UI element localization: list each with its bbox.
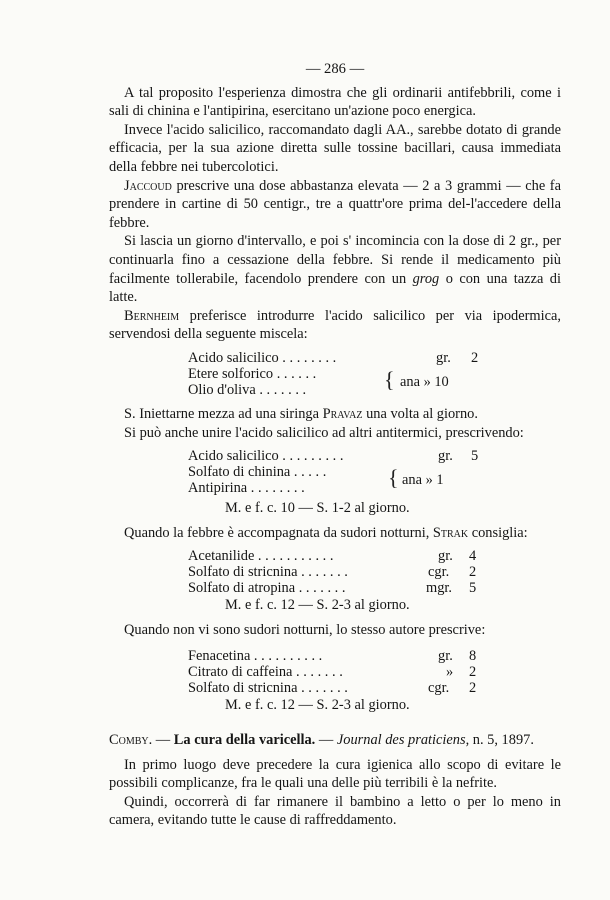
ingredient-unit: gr. xyxy=(436,349,451,366)
paragraph-7: Si può anche unire l'acido salicilico ad altri antitermici, prescrivendo: xyxy=(124,424,524,441)
ingredient-name: Acido salicilico . . . . . . . . xyxy=(188,349,337,366)
page-text xyxy=(109,60,561,830)
ingredient-name: Citrato di caffeina . . . . . . . xyxy=(188,664,343,681)
recipe-3 xyxy=(188,547,561,615)
paragraph-8-text-a: Quando la febbre è accompagnata da sudori notturni, xyxy=(124,524,433,541)
paragraph-6-text-b: una volta al giorno. xyxy=(362,405,478,422)
ingredient-qty: 8 xyxy=(469,648,477,665)
ingredient-unit: gr. xyxy=(438,548,453,565)
ingredient-unit: gr. xyxy=(438,648,453,665)
author-strak: Strak xyxy=(432,524,469,541)
dosage-instruction: M. e f. c. 10 — S. 1-2 al giorno. xyxy=(225,500,410,517)
section-gap xyxy=(109,721,561,731)
ingredient-unit: » xyxy=(446,664,454,681)
page-number: — 286 — xyxy=(305,61,365,77)
ingredient-unit: cgr. xyxy=(428,564,450,581)
paragraph-1: A tal proposito l'esperienza dimostra che gli ordinarii antifebbrili, come i sali di chinina e l'antipirina, esercitano un'azione poco energica. xyxy=(109,84,561,120)
journal-reference: , n. 5, 1897. xyxy=(465,732,534,749)
recipe-row xyxy=(188,547,561,563)
dosage-instruction: M. e f. c. 12 — S. 2-3 al giorno. xyxy=(225,597,410,614)
ingredient-qty: 5 xyxy=(471,448,479,465)
brace-symbol: { xyxy=(388,465,399,491)
ingredient-name: Acido salicilico . . . . . . . . . xyxy=(188,448,344,465)
author-pravaz: Pravaz xyxy=(322,405,363,422)
paragraph-8-text-b: consiglia: xyxy=(468,524,528,541)
ingredient-qty: 2 xyxy=(469,680,477,697)
paragraph-6 xyxy=(109,405,561,424)
ingredient-unit: gr. xyxy=(438,448,453,465)
paragraph-3-text: prescrive una dose abbastanza elevata — 2 a 3 grammi — che fa prendere in cartine di 50 centigr., tre a quattr'ore prima del-l'accedere della febbre. xyxy=(109,177,561,231)
recipe-row xyxy=(188,579,561,595)
recipe-row xyxy=(188,563,561,579)
ingredient-name: Olio d'oliva . . . . . . . xyxy=(188,381,307,398)
ingredient-qty: 2 xyxy=(471,349,479,366)
ingredient-name: Acetanilide . . . . . . . . . . . xyxy=(188,548,334,565)
grog-term: grog xyxy=(412,270,440,287)
paragraph-3 xyxy=(109,177,561,233)
recipe-4 xyxy=(188,647,561,715)
recipe-row xyxy=(188,349,561,365)
recipe-row xyxy=(188,679,561,695)
author-jaccoud: Jaccoud xyxy=(124,177,172,194)
recipe-group xyxy=(188,463,561,497)
paragraph-10: In primo luogo deve precedere la cura igienica allo scopo di evitare le possibili complicanze, fra le quali una delle più terribili è la nefrite. xyxy=(109,756,561,792)
recipe-1 xyxy=(188,349,561,399)
recipe-row xyxy=(188,663,561,679)
paragraph-5 xyxy=(109,307,561,344)
paragraph-8 xyxy=(109,524,561,543)
paragraph-2: Invece l'acido salicilico, raccomandato dagli AA., sarebbe dotato di grande efficacia, per la sua azione diretta sulle tossine bacillari, causa immediata della febbre nei tubercolotici. xyxy=(109,121,561,175)
paragraph-5-text: preferisce introdurre l'acido salicilico per via ipodermica, servendosi della seguente miscela: xyxy=(109,307,561,343)
journal-name: Journal des praticiens xyxy=(336,732,466,749)
recipe-group xyxy=(188,365,561,399)
ingredient-unit: cgr. xyxy=(428,680,450,697)
recipe-row xyxy=(188,647,561,663)
brace-symbol: { xyxy=(384,366,395,392)
ingredient-name: Antipirina . . . . . . . . xyxy=(188,480,305,497)
ingredient-qty: 5 xyxy=(469,580,477,597)
recipe-row xyxy=(188,479,561,495)
dosage-instruction: M. e f. c. 12 — S. 2-3 al giorno. xyxy=(225,697,410,714)
ingredient-qty: 4 xyxy=(469,548,477,565)
author-bernheim: Bernheim xyxy=(124,307,180,324)
recipe-row xyxy=(188,447,561,463)
paragraph-4 xyxy=(109,232,561,306)
ingredient-name: Fenacetina . . . . . . . . . . xyxy=(188,648,323,665)
ingredient-name: Solfato di atropina . . . . . . . xyxy=(188,580,346,597)
ingredient-qty: 2 xyxy=(469,664,477,681)
article-title: La cura della varicella. xyxy=(173,732,316,749)
paragraph-4-text-b: o con una tazza di latte. xyxy=(109,270,561,306)
article-heading xyxy=(109,731,561,750)
recipe-2 xyxy=(188,447,561,518)
heading-separator: — xyxy=(315,732,337,749)
ingredient-name: Solfato di chinina . . . . . xyxy=(188,464,327,481)
ana-quantity: ana » 1 xyxy=(402,472,444,489)
author-comby: Comby. xyxy=(109,732,153,749)
recipe-row xyxy=(188,381,561,397)
ingredient-qty: 2 xyxy=(469,564,477,581)
paragraph-4-text-a: Si lascia un giorno d'intervallo, e poi s' incomincia con la dose di 2 gr., per continuarla fino a cessazione della febbre. Si rende il medicamento più facilmente tollerabile, facendolo prendere con un xyxy=(109,233,561,287)
recipe-row xyxy=(188,365,561,381)
ingredient-name: Etere solforico . . . . . . xyxy=(188,365,317,382)
ingredient-unit: mgr. xyxy=(426,580,452,597)
ana-quantity: ana » 10 xyxy=(400,373,449,390)
paragraph-11: Quindi, occorrerà di far rimanere il bambino a letto o per lo meno in camera, evitando tutte le cause di raffreddamento. xyxy=(109,793,561,829)
recipe-row xyxy=(188,463,561,479)
paragraph-9: Quando non vi sono sudori notturni, lo stesso autore prescrive: xyxy=(124,621,486,638)
paragraph-6-text-a: S. Iniettarne mezza ad una siringa xyxy=(124,405,323,422)
heading-dash: — xyxy=(152,732,174,749)
ingredient-name: Solfato di stricnina . . . . . . . xyxy=(188,680,348,697)
ingredient-name: Solfato di stricnina . . . . . . . xyxy=(188,564,348,581)
